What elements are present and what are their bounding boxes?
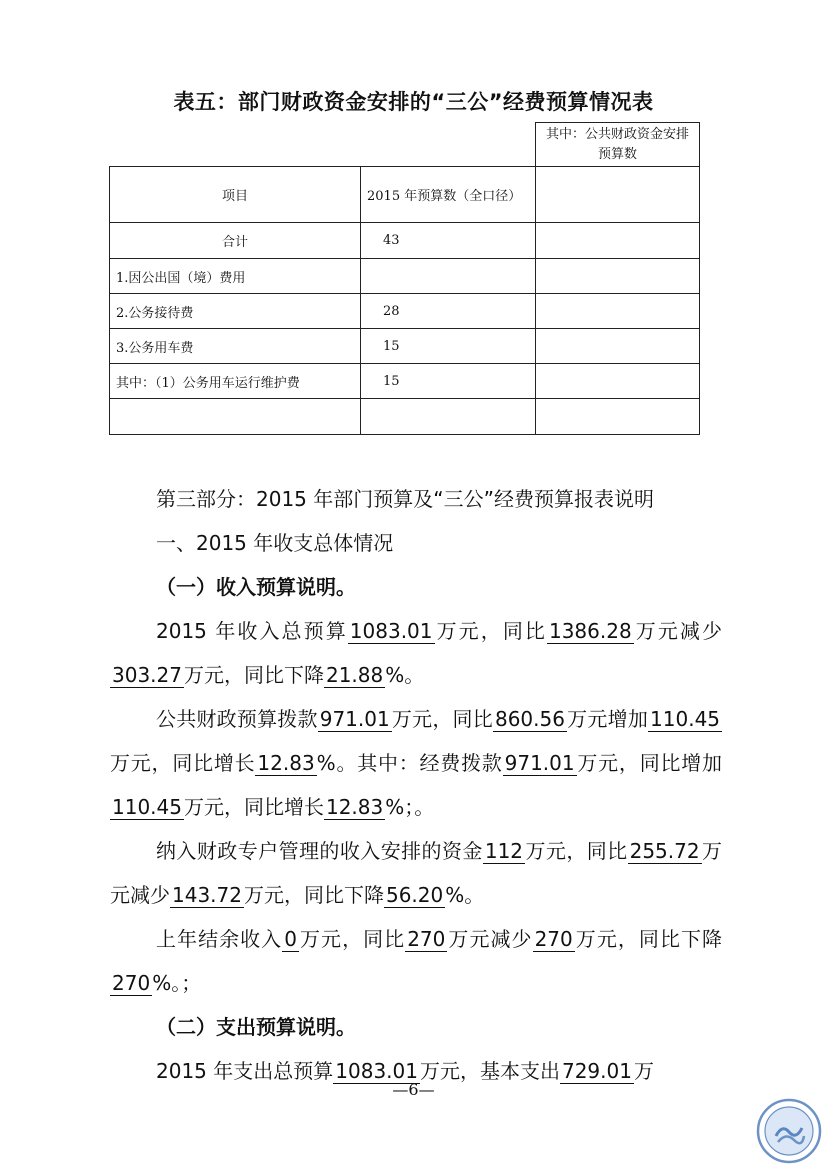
row-public	[536, 364, 700, 399]
text-run: %。	[385, 663, 425, 687]
filled-value: 56.20	[385, 883, 444, 907]
filled-value: 21.88	[325, 663, 384, 687]
row-item: 2.公务接待费	[110, 294, 361, 329]
filled-value: 971.01	[319, 707, 390, 731]
text-run: 万元，同比	[298, 927, 406, 951]
income-total-paragraph	[110, 609, 722, 697]
filled-value: 270	[407, 927, 446, 951]
row-amount: 28	[361, 294, 536, 329]
text-run: 万元，基本支出	[419, 1059, 560, 1083]
subsection1-title: 一、2015 年收支总体情况	[156, 531, 394, 555]
filled-value: 729.01	[561, 1059, 632, 1083]
row-public	[536, 399, 700, 435]
table-row	[110, 259, 700, 294]
public-finance-paragraph	[110, 697, 722, 829]
filled-value: 270	[112, 971, 151, 995]
filled-value: 12.83	[325, 795, 384, 819]
row-public	[536, 223, 700, 259]
text-run: 万元，同比下降	[574, 927, 723, 951]
carryover-paragraph	[110, 917, 722, 1005]
row-item: 合计	[110, 223, 361, 259]
filled-value: 1386.28	[548, 619, 632, 643]
item-header: 项目	[110, 167, 361, 223]
income-heading: （一）收入预算说明。	[156, 575, 356, 599]
filled-value: 303.27	[112, 663, 182, 687]
row-public	[536, 329, 700, 364]
public-header-cell	[536, 167, 700, 223]
filled-value: 0	[284, 927, 297, 951]
text-run: 万元，同比	[391, 707, 493, 731]
text-run: 万元减少	[110, 839, 723, 907]
school-seal-icon	[756, 1098, 822, 1164]
table-note-row	[110, 123, 700, 167]
table-row	[110, 329, 700, 364]
row-amount	[361, 259, 536, 294]
row-item: 其中：（1）公务用车运行维护费	[110, 364, 361, 399]
row-public	[536, 259, 700, 294]
text-run: 上年结余收入	[156, 927, 283, 951]
text-run: 万元减少	[633, 619, 723, 643]
text-run: 公共财政预算拨款	[156, 707, 318, 731]
table-header-row	[110, 167, 700, 223]
explanation-body	[110, 477, 722, 1093]
text-run: 万元，同比下降	[243, 883, 384, 907]
table-row	[110, 399, 700, 435]
text-run: 万元，同比下降	[183, 663, 324, 687]
row-amount: 43	[361, 223, 536, 259]
filled-value: 12.83	[257, 751, 315, 775]
text-run: 万元减少	[447, 927, 533, 951]
amount-header: 2015 年预算数（全口径）	[361, 167, 536, 223]
text-run: 万元增加	[566, 707, 649, 731]
row-item: 3.公务用车费	[110, 329, 361, 364]
filled-value: 1083.01	[335, 1059, 418, 1083]
section3-title: 第三部分：2015 年部门预算及“三公”经费预算报表说明	[156, 487, 654, 511]
text-run: %。；	[152, 971, 202, 995]
text-run: %。	[445, 883, 485, 907]
filled-value: 270	[534, 927, 573, 951]
row-public	[536, 294, 700, 329]
row-amount: 15	[361, 329, 536, 364]
filled-value: 971.01	[504, 751, 575, 775]
text-run: %。其中：经费拨款	[316, 751, 503, 775]
text-run: %；。	[385, 795, 435, 819]
budget-table	[109, 122, 700, 435]
filled-value: 110.45	[112, 795, 182, 819]
text-run: 2015 年收入总预算	[156, 619, 348, 643]
row-amount	[361, 399, 536, 435]
text-run: 万元，同比增加	[576, 751, 723, 775]
text-run: 万元，同比	[434, 619, 547, 643]
text-run: 万	[633, 1059, 654, 1083]
text-run: 纳入财政专户管理的收入安排的资金	[156, 839, 483, 863]
filled-value: 1083.01	[349, 619, 433, 643]
expense-heading: （二）支出预算说明。	[156, 1015, 356, 1039]
text-run: 2015 年支出总预算	[156, 1059, 334, 1083]
filled-value: 255.72	[629, 839, 700, 863]
filled-value: 143.72	[172, 883, 242, 907]
filled-value: 110.45	[650, 707, 721, 731]
text-run: 万元，同比增长	[183, 795, 324, 819]
filled-value: 112	[484, 839, 524, 863]
row-amount: 15	[361, 364, 536, 399]
text-run: 万元，同比增长	[110, 751, 256, 775]
special-account-paragraph	[110, 829, 722, 917]
table-row	[110, 364, 700, 399]
row-item: 1.因公出国（境）费用	[110, 259, 361, 294]
table-row	[110, 294, 700, 329]
filled-value: 860.56	[494, 707, 565, 731]
text-run: 万元，同比	[525, 839, 628, 863]
public-funds-header: 其中：公共财政资金安排预算数	[536, 123, 700, 167]
table-row	[110, 223, 700, 259]
table-title: 表五：部门财政资金安排的“三公”经费预算情况表	[173, 90, 654, 114]
page-number: —6—	[392, 1080, 435, 1099]
row-item	[110, 399, 361, 435]
